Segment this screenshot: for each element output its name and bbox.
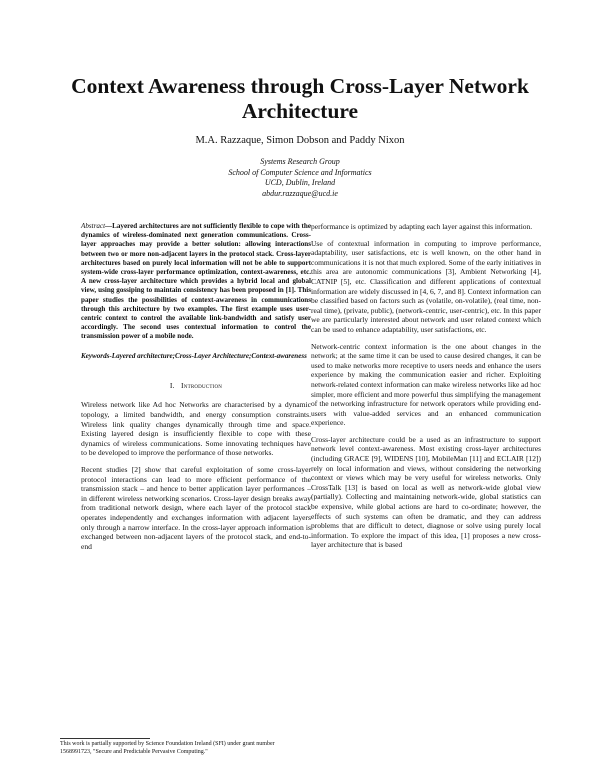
affiliation-email: abdur.razzaque@ucd.ie xyxy=(262,188,338,198)
affiliation-location: UCD, Dublin, Ireland xyxy=(264,178,336,187)
section-numeral: I. xyxy=(169,380,175,390)
paper-authors: M.A. Razzaque, Simon Dobson and Paddy Nixon xyxy=(195,135,405,146)
section-title: Introduction xyxy=(181,380,223,390)
abstract-lead: Abstract xyxy=(81,222,106,230)
left-column xyxy=(81,222,311,558)
right-paragraph: performance is optimized by adapting each layer against this information. xyxy=(311,222,533,231)
right-column xyxy=(311,222,541,557)
left-paragraph: Wireless network like Ad hoc Networks are characterised by a dynamic topology, a limited bandwidth, and energy consumption constraints. Wireless link quality changes dynamically through time and space. Existing layered design is insufficiently flexible to cope with these dynamics of wireless communications. Some innovating techniques have to be developed to improve the performance of those networks. xyxy=(81,400,311,458)
affiliation-group: Systems Research Group xyxy=(260,157,340,166)
footnote-divider xyxy=(60,738,150,739)
right-paragraph: Cross-layer architecture could be a used as an infrastructure to support network level context-awareness. Most existing cross-layer architectures (including GRACE [9], WIDENS [10], MobileMan [11] and ECLAIR [12]) rely on local information and views, without considering the networking context or views which may be very useful for wireless networks. Only CrossTalk [13] is based on local as well as network-wide global view (partially). Collecting and maintaining network-wide, global statistics can be expensive, while global actions are hard to co-ordinate; however, the effects of such systems can often be dramatic, and they can address problems that are difficult to detect, diagnose or solve using purely local information. To explore the impact of this idea, [1] proposes a new cross-layer architecture that is based xyxy=(311,434,541,550)
right-paragraph: Use of contextual information in computing to improve performance, adaptability, user satisfactions, etc is well known, on the other hand in communications it is not that much explored. Some of the early initiatives in this area are autonomic communications [3], Ambient Networking [4], CATNIP [5], etc. Classification and different applications of contextual information are widely discussed in [4, 6, 7, and 8]. Context information can be classified based on factors such as (volatile, on-volatile), (real time, non-real time), (private, public), (network-centric, user-centric), etc. In this paper we are particularly interested about network and user related context which can be used to enhance adaptability, user satisfactions, etc. xyxy=(311,238,541,334)
footnote: This work is partially supported by Science Foundation Ireland (SFI) under grant number 1568991723, "Secure and Predictable Pervasive Computing." xyxy=(60,741,275,755)
abstract xyxy=(81,222,311,342)
abstract-text: —Layered architectures are not sufficiently flexible to cope with the dynamics of wireless-dominated next generation communications. Cross-layer approaches may provide a better solution: allowing interactions between two or more non-adjacent layers in the protocol stack. Cross-layer architectures based on purely local information will not be able to support system-wide cross-layer performance optimization, context-awareness, etc. A new cross-layer architecture which provides a hybrid local and global view, using gossiping to maintain consistency has been proposed in [1]. This paper studies the possibilities of context-awareness in communications through this architecture by two examples. The first example uses user-centric context to control the available link-bandwidth and satisfy user accordingly. The second uses contextual information to control the transmission power of a mobile node. xyxy=(81,222,311,341)
right-paragraph: Network-centric context information is the one about changes in the network; at the same time it can be used to cause desired changes, it can be used to make networks more receptive to users needs and enhance the users experience by making the communication easier and richer. Exploiting network-related context information can make wireless networks like ad hoc simpler, more efficient and more powerful thus simplifying the management of the networking infrastructure for network operators while providing end-users with value-added services and an enhanced communication experience. xyxy=(311,341,541,428)
left-paragraph: Recent studies [2] show that careful exploitation of some cross-layer protocol interactions can lead to more efficient performance of the transmission stack – and hence to better application layer performances – in different wireless networking scenarios. Cross-layer design breaks away from traditional network design, where each layer of the protocol stack operates independently and exchanges information with adjacent layers only through a narrow interface. In the cross-layer approach information is exchanged between non-adjacent layers of the protocol stack, and end-to-end xyxy=(81,465,311,551)
section-heading xyxy=(81,381,311,391)
affiliation-school: School of Computer Science and Informatics xyxy=(228,167,372,177)
paper-title: Context Awareness through Cross-Layer Network Architecture xyxy=(71,74,529,123)
affiliation-block xyxy=(60,157,540,199)
keywords: Keywords-Layered architecture;Cross-Layer Architecture;Context-awareness xyxy=(81,351,307,360)
